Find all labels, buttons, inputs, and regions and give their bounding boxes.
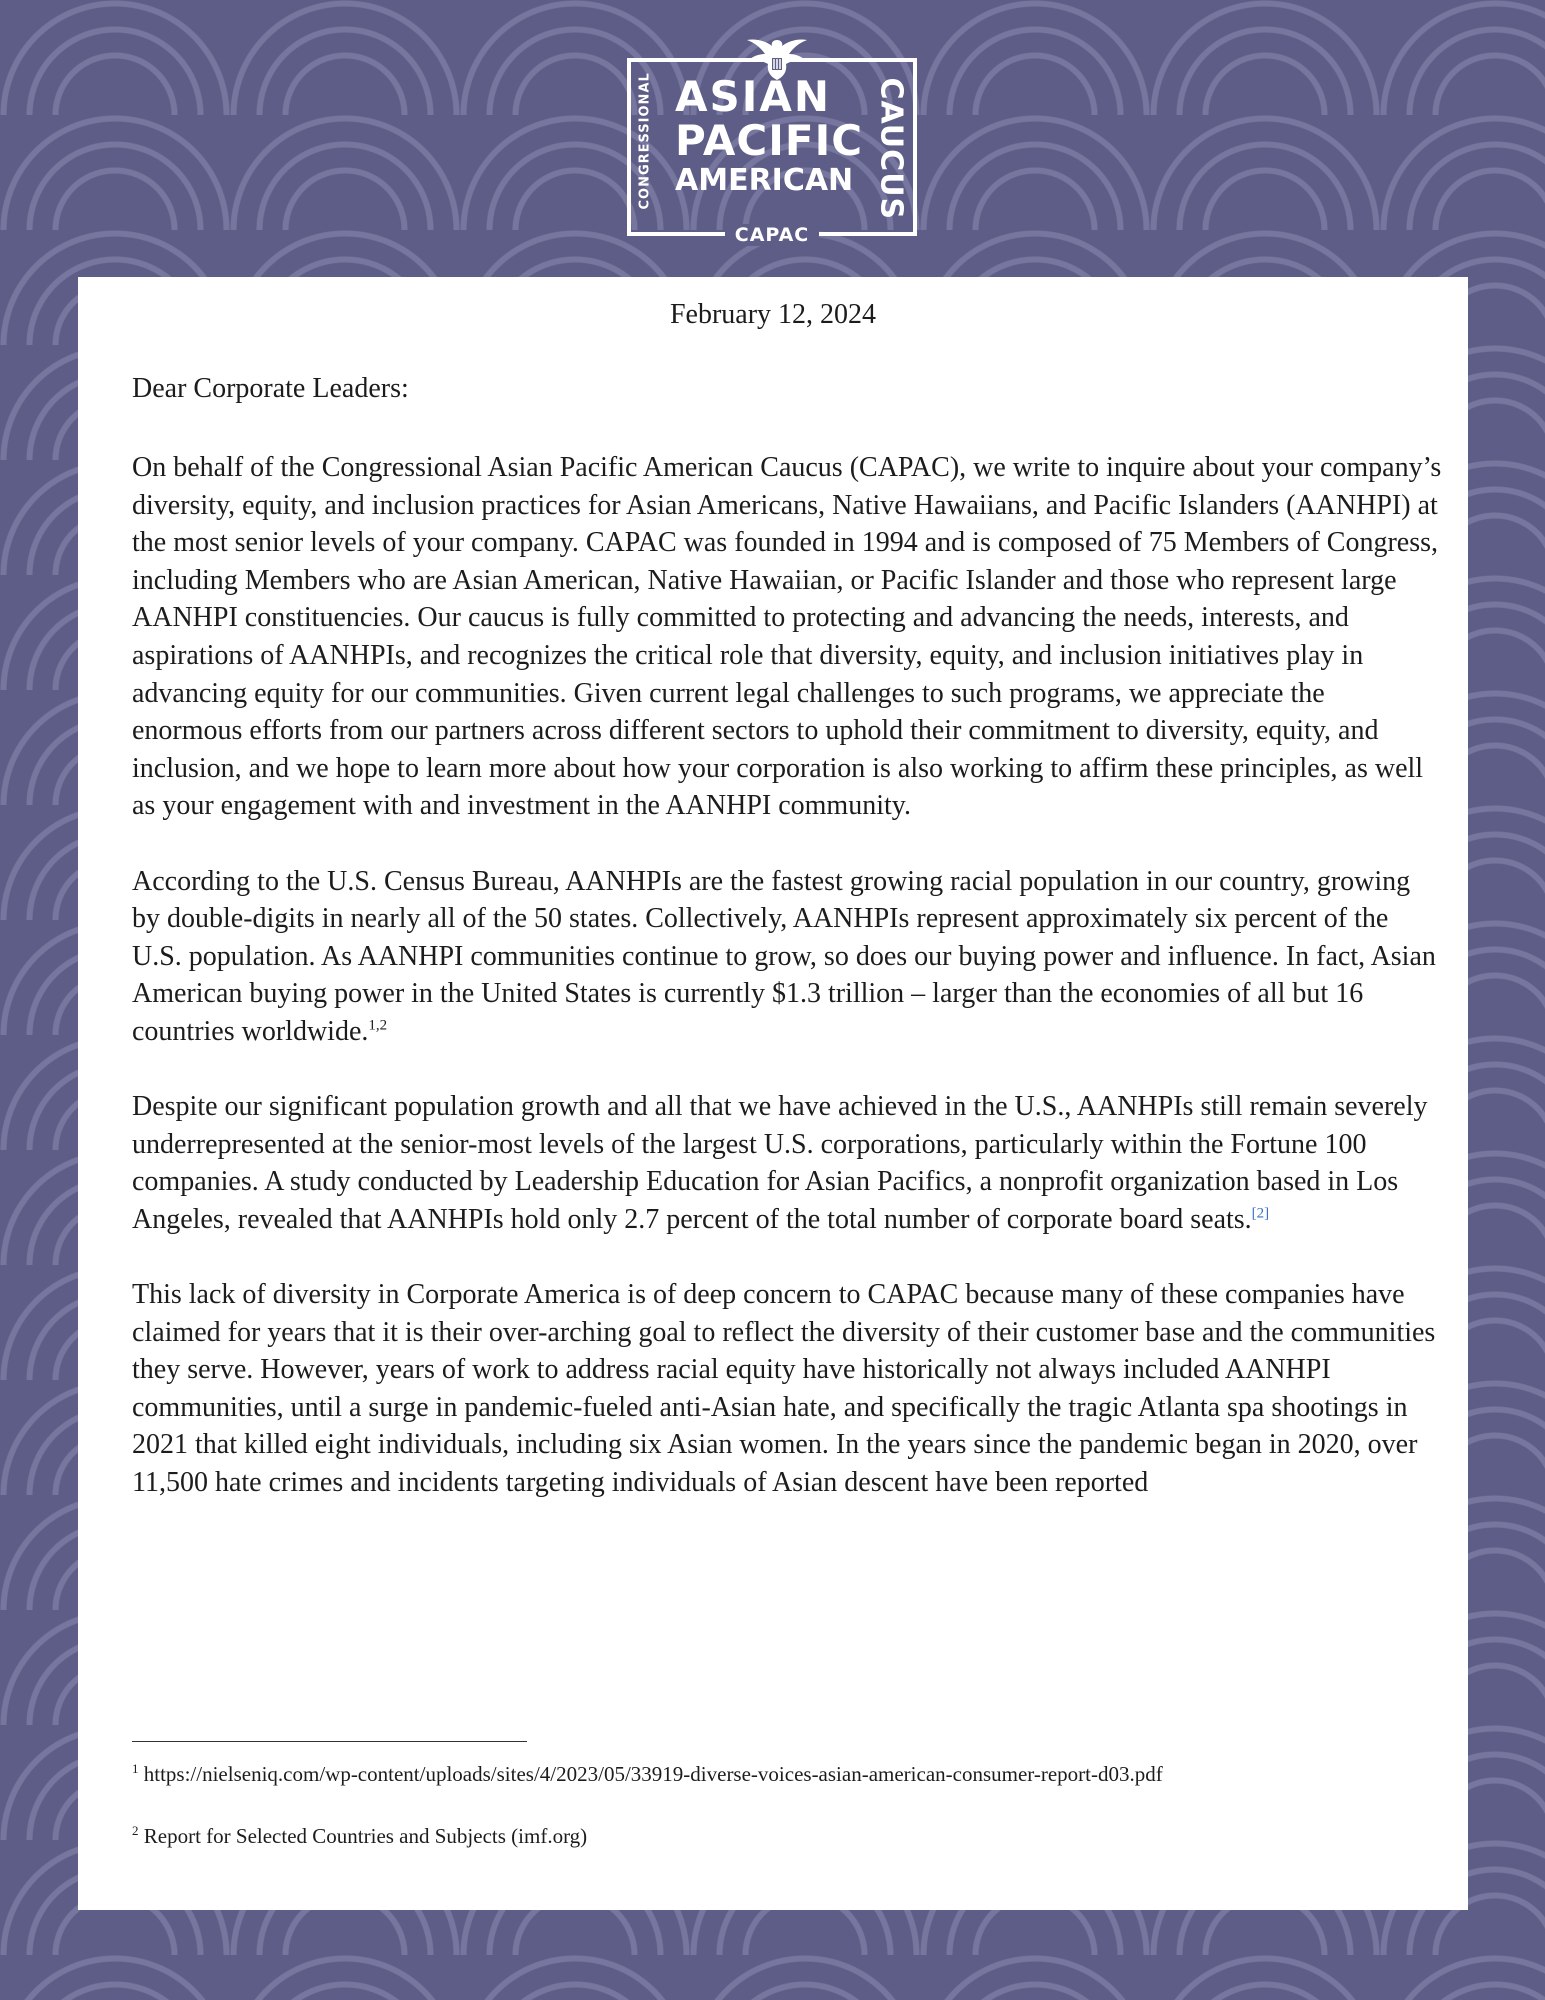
paragraph-3-text: Despite our significant population growth and all that we have achieved in the U.S., AANHPIs still remain severely underrepresented at the senior-most levels of the largest U.S. corporations, particularly within the Fortune 100 companies. A study conducted by Leadership Education for Asian Pacifics, a nonprofit organization based in Los Angeles, revealed that AANHPIs hold only 2.7 percent of the total number of corporate board seats. <box>132 1091 1428 1235</box>
logo-capac <box>631 224 913 246</box>
footnote-1 <box>132 1759 1442 1789</box>
logo-asian: ASIAN <box>675 72 832 121</box>
logo-congressional: CONGRESSIONAL <box>637 72 653 210</box>
footnote-divider <box>132 1741 527 1742</box>
letter-page <box>78 277 1468 1910</box>
capac-logo <box>627 58 917 246</box>
footnote-1-number: 1 <box>132 1761 139 1776</box>
footnote-2-text: Report for Selected Countries and Subjects (imf.org) <box>143 1824 588 1848</box>
logo-capac-text: CAPAC <box>725 224 819 246</box>
logo-caucus: CAUCUS <box>873 77 909 221</box>
paragraph-3 <box>132 1088 1442 1238</box>
letter-body <box>132 449 1442 1502</box>
logo-american: AMERICAN <box>675 163 854 198</box>
paragraph-1 <box>132 449 1442 825</box>
footnote-2-number: 2 <box>132 1823 139 1838</box>
logo-pacific: PACIFIC <box>675 116 864 165</box>
footnote-link-2[interactable]: [2] <box>1251 1205 1270 1222</box>
letter-date: February 12, 2024 <box>669 299 877 330</box>
paragraph-1-text: On behalf of the Congressional Asian Pacific American Caucus (CAPAC), we write to inquire about your company’s diversity, equity, and inclusion practices for Asian Americans, Native Hawaiians, and Pacific Islanders (AANHPI) at the most senior levels of your company. CAPAC was founded in 1994 and is composed of 75 Members of Congress, including Members who are Asian American, Native Hawaiian, or Pacific Islander and those who represent large AANHPI constituencies. Our caucus is fully committed to protecting and advancing the needs, interests, and aspirations of AANHPIs, and recognizes the critical role that diversity, equity, and inclusion initiatives play in advancing equity for our communities. Given current legal challenges to such programs, we appreciate the enormous efforts from our partners across different sectors to uphold their commitment to diversity, equity, and inclusion, and we hope to learn more about how your corporation is also working to affirm these principles, as well as your engagement with and investment in the AANHPI community. <box>132 452 1442 822</box>
paragraph-2-text: According to the U.S. Census Bureau, AANHPIs are the fastest growing racial population in our country, growing by double-digits in nearly all of the 50 states. Collectively, AANHPIs represent approximately six percent of the U.S. population. As AANHPI communities continue to grow, so does our buying power and influence. In fact, Asian American buying power in the United States is currently $1.3 trillion – larger than the economies of all but 16 countries worldwide. <box>132 865 1436 1047</box>
salutation: Dear Corporate Leaders: <box>132 373 409 404</box>
footnote-2 <box>132 1821 1442 1851</box>
paragraph-4 <box>132 1276 1442 1502</box>
footnote-1-text: https://nielseniq.com/wp-content/uploads/sites/4/2023/05/33919-diverse-voices-asian-american-consumer-report-d03.pdf <box>143 1762 1163 1786</box>
footnote-ref-1-2[interactable]: 1,2 <box>368 1017 388 1034</box>
paragraph-4-text: This lack of diversity in Corporate America is of deep concern to CAPAC because many of these companies have claimed for years that it is their over-arching goal to reflect the diversity of their customer base and the communities they serve. However, years of work to address racial equity have historically not always included AANHPI communities, until a surge in pandemic-fueled anti-Asian hate, and specifically the tragic Atlanta spa shootings in 2021 that killed eight individuals, including six Asian women. In the years since the pandemic began in 2020, over 11,500 hate crimes and incidents targeting individuals of Asian descent have been reported <box>132 1279 1436 1499</box>
paragraph-2 <box>132 863 1442 1051</box>
